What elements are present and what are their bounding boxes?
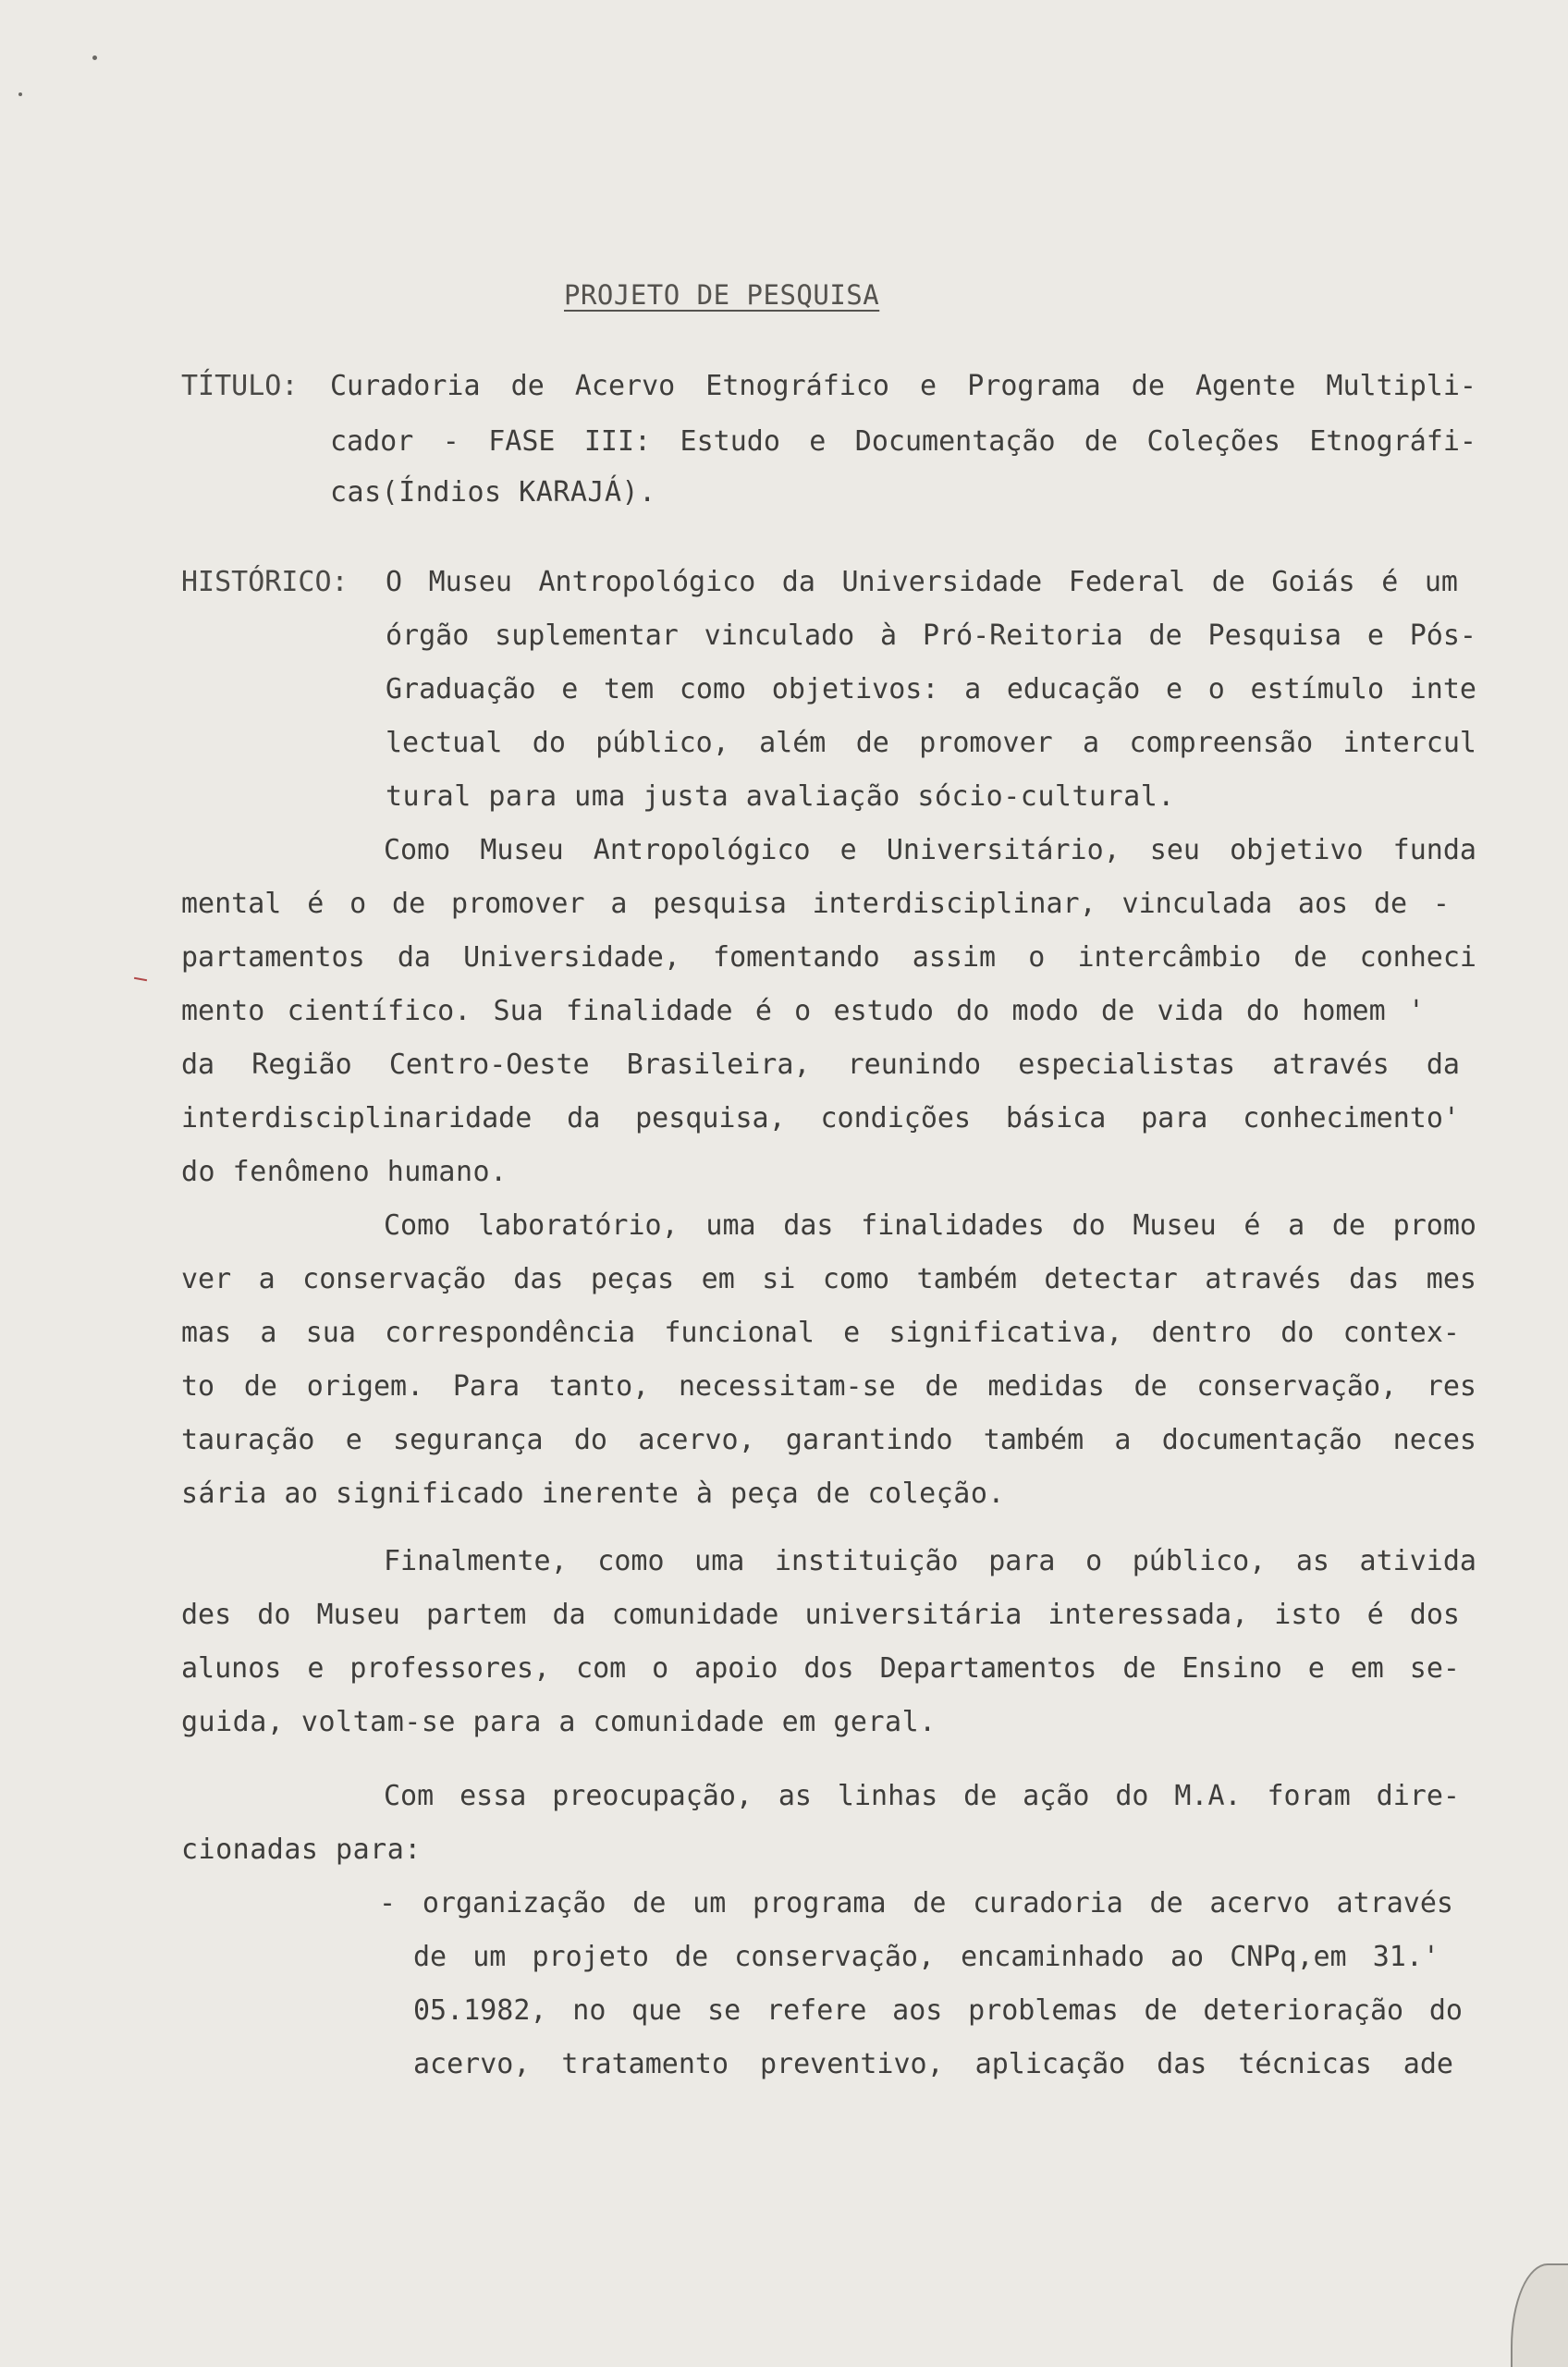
body-line: partamentos da Universidade, fomentando assim o intercâmbio de conheci	[181, 941, 1476, 974]
body-line: Finalmente, como uma instituição para o público, as ativida	[384, 1545, 1476, 1577]
body-line: des do Museu partem da comunidade universitária interessada, isto é dos	[181, 1599, 1460, 1631]
list-item-line: acervo, tratamento preventivo, aplicação das técnicas ade	[413, 2048, 1453, 2080]
titulo-label: TÍTULO:	[181, 370, 299, 402]
historico-line: Graduação e tem como objetivos: a educação e o estímulo inte	[386, 673, 1476, 705]
list-item-line: 05.1982, no que se refere aos problemas de deterioração do	[413, 1994, 1463, 2027]
titulo-line: cador - FASE III: Estudo e Documentação de Coleções Etnográfi-	[330, 425, 1476, 458]
torn-page-corner	[1511, 2263, 1568, 2367]
body-line: sária ao significado inerente à peça de coleção.	[181, 1478, 1005, 1510]
titulo-line: cas(Índios KARAJÁ).	[330, 476, 656, 509]
historico-line: órgão suplementar vinculado à Pró-Reitoria de Pesquisa e Pós-	[386, 619, 1476, 652]
paper-speck	[18, 92, 22, 96]
body-line: guida, voltam-se para a comunidade em geral.	[181, 1706, 937, 1738]
body-line: do fenômeno humano.	[181, 1156, 508, 1188]
titulo-line: Curadoria de Acervo Etnográfico e Programa de Agente Multipli-	[330, 370, 1476, 402]
body-line: mental é o de promover a pesquisa interdisciplinar, vinculada aos de -	[181, 888, 1450, 920]
historico-line: lectual do público, além de promover a compreensão intercul	[386, 727, 1476, 759]
list-item-line: de um projeto de conservação, encaminhado ao CNPq,em 31.'	[413, 1941, 1439, 1973]
body-line: mento científico. Sua finalidade é o estudo do modo de vida do homem '	[181, 995, 1425, 1027]
body-line: tauração e segurança do acervo, garantindo também a documentação neces	[181, 1424, 1476, 1456]
body-line: alunos e professores, com o apoio dos Departamentos de Ensino e em se-	[181, 1652, 1460, 1685]
paper-speck	[92, 55, 97, 60]
body-line: da Região Centro-Oeste Brasileira, reunindo especialistas através da	[181, 1049, 1460, 1081]
red-margin-mark	[134, 977, 147, 981]
document-heading: PROJETO DE PESQUISA	[564, 279, 880, 311]
body-line: interdisciplinaridade da pesquisa, condições básica para conhecimento'	[181, 1102, 1460, 1134]
body-line: mas a sua correspondência funcional e significativa, dentro do contex-	[181, 1317, 1460, 1349]
body-line: Como laboratório, uma das finalidades do Museu é a de promo	[384, 1209, 1476, 1242]
body-line: to de origem. Para tanto, necessitam-se de medidas de conservação, res	[181, 1370, 1476, 1403]
historico-label: HISTÓRICO:	[181, 566, 349, 598]
historico-line: tural para uma justa avaliação sócio-cultural.	[386, 780, 1175, 813]
body-line: cionadas para:	[181, 1834, 422, 1866]
body-line: Como Museu Antropológico e Universitário, seu objetivo funda	[384, 834, 1476, 866]
body-line: Com essa preocupação, as linhas de ação do M.A. foram dire-	[384, 1780, 1460, 1812]
historico-line: O Museu Antropológico da Universidade Federal de Goiás é um	[386, 566, 1458, 598]
list-item-line: - organização de um programa de curadoria de acervo através	[379, 1887, 1453, 1919]
body-line: ver a conservação das peças em si como também detectar através das mes	[181, 1263, 1476, 1295]
